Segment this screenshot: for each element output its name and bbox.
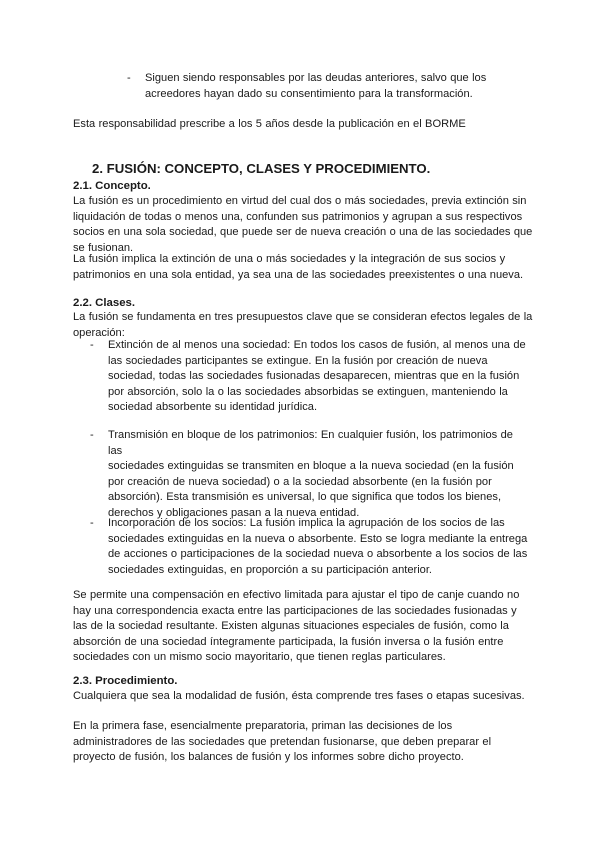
text-line: sociedades extinguidas se transmiten en bloque a la nueva sociedad (en la fusión [108, 460, 514, 473]
procedimiento-paragraph-1: Cualquiera que sea la modalidad de fusión, ésta comprende tres fases o etapas sucesivas. [73, 690, 525, 702]
clases-intro [73, 310, 535, 341]
text-line: derechos y obligaciones pasan a la nueva entidad. [108, 506, 360, 519]
concepto-paragraph-1 [73, 194, 535, 256]
text-line: socios en una sola sociedad, que puede ser de nueva creación o una de las sociedades que [73, 226, 533, 239]
text-line: las de la sociedad resultante. Existen algunas situaciones especiales de fusión, como la [73, 620, 509, 633]
bullet-dash: - [90, 429, 94, 441]
text-line: por absorción, solo la o las sociedades absorbidas se extinguen, manteniendo la [108, 385, 508, 398]
text-line: sociedades extinguidas en la nueva o absorbente. Esto se logra mediante la entrega [108, 532, 528, 545]
text-line: proyecto de fusión, los balances de fusión y los informes sobre dicho proyecto. [73, 751, 464, 764]
text-line: liquidación de todas o menos una, confunden sus patrimonios y agrupan a sus respectivos [73, 210, 523, 223]
text-line: Transmisión en bloque de los patrimonios: En cualquier fusión, los patrimonios de las [108, 429, 513, 457]
text-line: Se permite una compensación en efectivo limitada para ajustar el tipo de canje cuando no [73, 589, 520, 601]
text-line: hay una correspondencia exacta entre las participaciones de las sociedades fusionadas y [73, 604, 517, 617]
text-line: Incorporación de los socios: La fusión implica la agrupación de los socios de las [108, 517, 505, 529]
compensacion-paragraph [73, 588, 535, 666]
text-line: sociedad, todas las sociedades fusionadas desaparecen, mientras que en la fusión [108, 370, 520, 383]
text-line: por creación de nueva sociedad) o a la sociedad absorbente (en la fusión por [108, 475, 492, 488]
clases-item-extincion [108, 338, 530, 416]
bullet-dash: - [90, 517, 94, 529]
text-line: acreedores hayan dado su consentimiento para la transformación. [145, 87, 473, 100]
text-line: Siguen siendo responsables por las deudas anteriores, salvo que los [145, 72, 487, 84]
text-line: operación: [73, 326, 125, 339]
text-line: La fusión implica la extinción de una o más sociedades y la integración de sus socios y [73, 253, 506, 265]
subsection-heading-concepto: 2.1. Concepto. [73, 180, 151, 192]
text-line: las sociedades participantes se extingue. En la fusión por creación de nueva [108, 354, 488, 367]
procedimiento-paragraph-2 [73, 719, 535, 766]
text-line: de acciones o participaciones de la sociedad nueva o absorbente a los socios de las [108, 548, 528, 561]
subsection-heading-procedimiento: 2.3. Procedimiento. [73, 675, 178, 687]
clases-item-incorporacion [108, 516, 530, 578]
clases-item-transmision [108, 428, 530, 522]
bullet-dash: - [127, 72, 131, 84]
subsection-heading-clases: 2.2. Clases. [73, 297, 136, 309]
text-line: sociedad absorbente su identidad jurídica. [108, 401, 318, 414]
concepto-paragraph-2 [73, 252, 535, 283]
text-line: sociedades con un mismo socio mayoritario, que tienen reglas particulares. [73, 651, 446, 664]
section-title: 2. FUSIÓN: CONCEPTO, CLASES Y PROCEDIMIENTO. [92, 161, 431, 176]
text-line: sociedades extinguidas, en proporción a su participación anterior. [108, 563, 433, 576]
bullet-dash: - [90, 339, 94, 351]
text-line: En la primera fase, esencialmente preparatoria, priman las decisiones de los [73, 720, 453, 732]
text-line: La fusión es un procedimiento en virtud del cual dos o más sociedades, previa extinción sin [73, 195, 527, 207]
text-line: Extinción de al menos una sociedad: En todos los casos de fusión, al menos una de [108, 339, 526, 351]
text-line: absorción). Esta transmisión es universal, lo que significa que todos los bienes, [108, 491, 502, 504]
text-line: administradores de las sociedades que pretendan fusionarse, que deben preparar el [73, 735, 492, 748]
text-line: patrimonios en una sola entidad, ya sea una de las sociedades preexistentes o una nueva. [73, 268, 524, 281]
borme-paragraph: Esta responsabilidad prescribe a los 5 años desde la publicación en el BORME [73, 118, 466, 130]
text-line: absorción de una sociedad íntegramente participada, la fusión inversa o la fusión entre [73, 635, 504, 648]
text-line: La fusión se fundamenta en tres presupuestos clave que se consideran efectos legales de la [73, 311, 533, 323]
text-line: se fusionan. [73, 241, 134, 254]
top-bullet-text [145, 71, 545, 102]
